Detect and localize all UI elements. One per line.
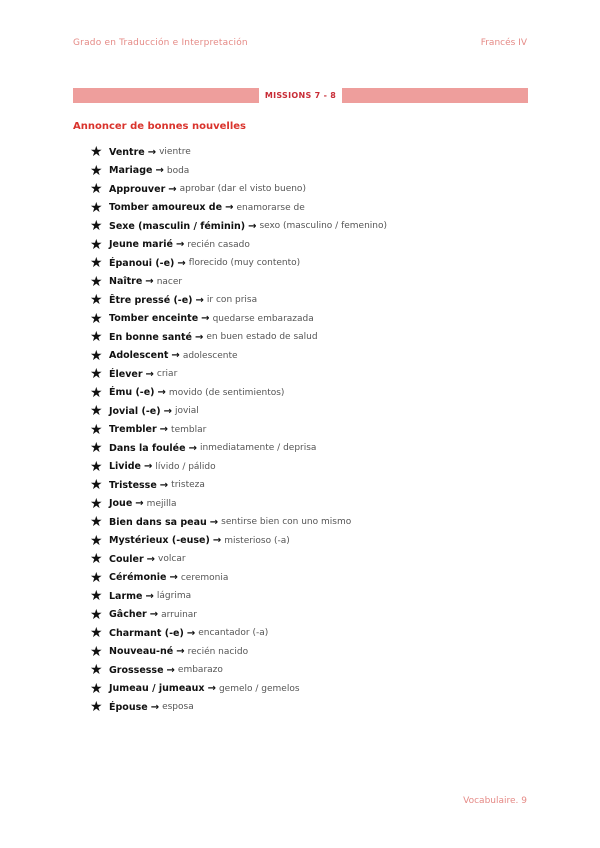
vocab-translation: gemelo / gemelos bbox=[218, 683, 300, 694]
star-icon: ★ bbox=[90, 606, 103, 623]
vocab-term: Tomber amoureux de bbox=[109, 202, 223, 214]
vocab-item bbox=[90, 532, 530, 551]
vocab-item bbox=[90, 236, 530, 255]
star-icon: ★ bbox=[90, 569, 103, 586]
arrow-right-icon: → bbox=[201, 313, 210, 325]
vocab-translation: recién nacido bbox=[187, 646, 249, 657]
star-icon: ★ bbox=[90, 514, 103, 531]
star-icon: ★ bbox=[90, 680, 103, 697]
vocab-item bbox=[90, 217, 530, 236]
star-icon: ★ bbox=[90, 588, 103, 605]
star-icon: ★ bbox=[90, 403, 103, 420]
vocab-item bbox=[90, 513, 530, 532]
vocab-translation: florecido (muy contento) bbox=[188, 258, 301, 269]
section-title: Annoncer de bonnes nouvelles bbox=[73, 121, 246, 132]
vocab-term: Dans la foulée bbox=[109, 442, 186, 454]
arrow-right-icon: → bbox=[144, 461, 153, 473]
vocab-term: Gâcher bbox=[109, 609, 147, 621]
vocab-item bbox=[90, 310, 530, 329]
arrow-right-icon: → bbox=[135, 498, 144, 510]
vocab-translation: adolescente bbox=[182, 350, 238, 361]
star-icon: ★ bbox=[90, 440, 103, 457]
section-banner bbox=[73, 88, 528, 103]
vocab-translation: esposa bbox=[162, 702, 194, 713]
vocab-item bbox=[90, 550, 530, 569]
vocab-translation: volcar bbox=[158, 554, 186, 565]
vocab-term: Grossesse bbox=[109, 664, 164, 676]
vocab-term: Ému (-e) bbox=[109, 387, 155, 399]
star-icon: ★ bbox=[90, 310, 103, 327]
vocab-term: Être pressé (-e) bbox=[109, 294, 193, 306]
vocab-translation: ir con prisa bbox=[206, 295, 258, 306]
star-icon: ★ bbox=[90, 329, 103, 346]
vocab-term: Couler bbox=[109, 553, 144, 565]
arrow-right-icon: → bbox=[207, 683, 216, 695]
star-icon: ★ bbox=[90, 144, 103, 161]
vocab-translation: en buen estado de salud bbox=[206, 332, 318, 343]
vocab-item bbox=[90, 143, 530, 162]
arrow-right-icon: → bbox=[169, 572, 178, 584]
vocab-item bbox=[90, 328, 530, 347]
star-icon: ★ bbox=[90, 384, 103, 401]
star-icon: ★ bbox=[90, 255, 103, 272]
vocab-item bbox=[90, 347, 530, 366]
star-icon: ★ bbox=[90, 643, 103, 660]
arrow-right-icon: → bbox=[195, 294, 204, 306]
arrow-right-icon: → bbox=[175, 239, 185, 251]
star-icon: ★ bbox=[90, 218, 103, 235]
vocab-term: Épanoui (-e) bbox=[109, 257, 175, 269]
vocab-translation: jovial bbox=[174, 406, 199, 417]
arrow-right-icon: → bbox=[212, 535, 222, 547]
vocab-translation: quedarse embarazada bbox=[212, 313, 314, 324]
vocab-item bbox=[90, 421, 530, 440]
star-icon: ★ bbox=[90, 699, 103, 716]
vocab-term: Tristesse bbox=[109, 479, 157, 491]
vocab-term: Trembler bbox=[109, 424, 157, 436]
vocab-translation: misterioso (-a) bbox=[224, 535, 290, 546]
vocab-item bbox=[90, 291, 530, 310]
star-icon: ★ bbox=[90, 236, 103, 253]
vocab-term: Sexe (masculin / féminin) bbox=[109, 220, 246, 232]
arrow-right-icon: → bbox=[145, 276, 154, 288]
vocab-translation: sentirse bien con uno mismo bbox=[221, 517, 352, 528]
vocab-item bbox=[90, 661, 530, 680]
vocab-item bbox=[90, 273, 530, 292]
vocab-translation: nacer bbox=[156, 276, 183, 287]
vocab-translation: sexo (masculino / femenino) bbox=[259, 221, 388, 232]
vocab-term: Jumeau / jumeaux bbox=[109, 683, 205, 695]
vocab-translation: arruinar bbox=[161, 609, 198, 620]
vocab-translation: lívido / pálido bbox=[155, 461, 216, 472]
vocab-term: Nouveau-né bbox=[109, 646, 174, 658]
vocab-term: Charmant (-e) bbox=[109, 627, 184, 639]
vocab-term: Naître bbox=[109, 276, 143, 288]
arrow-right-icon: → bbox=[186, 627, 196, 639]
vocab-item bbox=[90, 569, 530, 588]
arrow-right-icon: → bbox=[166, 664, 175, 676]
arrow-right-icon: → bbox=[149, 609, 159, 621]
star-icon: ★ bbox=[90, 477, 103, 494]
vocab-term: Mystérieux (-euse) bbox=[109, 535, 210, 547]
vocab-term: Livide bbox=[109, 461, 142, 473]
vocab-item bbox=[90, 402, 530, 421]
document-header-subject: Francés IV bbox=[480, 38, 527, 48]
vocab-item bbox=[90, 199, 530, 218]
star-icon: ★ bbox=[90, 662, 103, 679]
arrow-right-icon: → bbox=[176, 646, 185, 658]
arrow-right-icon: → bbox=[177, 257, 186, 269]
vocab-item bbox=[90, 606, 530, 625]
arrow-right-icon: → bbox=[155, 165, 164, 177]
document-header-course: Grado en Traducción e Interpretación bbox=[73, 38, 248, 48]
vocab-item bbox=[90, 180, 530, 199]
arrow-right-icon: → bbox=[146, 553, 156, 565]
banner-title bbox=[73, 88, 528, 103]
star-icon: ★ bbox=[90, 458, 103, 475]
vocab-term: Joue bbox=[109, 498, 133, 510]
vocab-translation: enamorarse de bbox=[236, 202, 305, 213]
page-footer: Vocabulaire. 9 bbox=[463, 796, 527, 806]
vocab-term: Adolescent bbox=[109, 350, 169, 362]
star-icon: ★ bbox=[90, 199, 103, 216]
vocab-term: Tomber enceinte bbox=[109, 313, 199, 325]
arrow-right-icon: → bbox=[248, 220, 257, 232]
vocab-item bbox=[90, 439, 530, 458]
vocab-translation: ceremonia bbox=[180, 572, 229, 583]
arrow-right-icon: → bbox=[194, 331, 204, 343]
vocab-translation: lágrima bbox=[156, 591, 192, 602]
arrow-right-icon: → bbox=[209, 516, 219, 528]
vocab-term: Élever bbox=[109, 368, 143, 380]
vocab-term: Larme bbox=[109, 590, 143, 602]
vocab-item bbox=[90, 476, 530, 495]
star-icon: ★ bbox=[90, 366, 103, 383]
vocab-term: Mariage bbox=[109, 165, 153, 177]
star-icon: ★ bbox=[90, 181, 103, 198]
vocab-translation: criar bbox=[156, 369, 178, 380]
vocab-term: Bien dans sa peau bbox=[109, 516, 207, 528]
vocab-translation: inmediatamente / deprisa bbox=[199, 443, 317, 454]
vocab-term: Épouse bbox=[109, 701, 148, 713]
star-icon: ★ bbox=[90, 347, 103, 364]
vocab-term: Jovial (-e) bbox=[109, 405, 161, 417]
arrow-right-icon: → bbox=[145, 590, 154, 602]
arrow-right-icon: → bbox=[145, 368, 154, 380]
vocab-item bbox=[90, 587, 530, 606]
vocab-translation: encantador (-a) bbox=[198, 628, 269, 639]
vocab-item bbox=[90, 698, 530, 717]
vocab-translation: mejilla bbox=[146, 498, 177, 509]
vocab-item bbox=[90, 643, 530, 662]
star-icon: ★ bbox=[90, 625, 103, 642]
vocab-translation: tristeza bbox=[171, 480, 205, 491]
vocab-item bbox=[90, 254, 530, 273]
vocab-item bbox=[90, 495, 530, 514]
vocab-term: Ventre bbox=[109, 146, 145, 158]
vocab-translation: embarazo bbox=[177, 665, 223, 676]
arrow-right-icon: → bbox=[225, 202, 234, 214]
arrow-right-icon: → bbox=[168, 183, 177, 195]
vocab-term: En bonne santé bbox=[109, 331, 192, 343]
arrow-right-icon: → bbox=[171, 350, 180, 362]
star-icon: ★ bbox=[90, 532, 103, 549]
vocab-term: Approuver bbox=[109, 183, 166, 195]
vocab-translation: vientre bbox=[159, 147, 191, 158]
vocab-item bbox=[90, 162, 530, 181]
vocab-item bbox=[90, 384, 530, 403]
vocabulary-list bbox=[90, 143, 530, 717]
arrow-right-icon: → bbox=[147, 146, 157, 158]
vocab-translation: aprobar (dar el visto bueno) bbox=[179, 184, 306, 195]
arrow-right-icon: → bbox=[188, 442, 197, 454]
star-icon: ★ bbox=[90, 292, 103, 309]
star-icon: ★ bbox=[90, 551, 103, 568]
arrow-right-icon: → bbox=[150, 701, 160, 713]
vocab-item bbox=[90, 624, 530, 643]
arrow-right-icon: → bbox=[157, 387, 166, 399]
arrow-right-icon: → bbox=[163, 405, 172, 417]
star-icon: ★ bbox=[90, 162, 103, 179]
vocab-translation: movido (de sentimientos) bbox=[168, 387, 285, 398]
vocab-translation: boda bbox=[166, 165, 190, 176]
arrow-right-icon: → bbox=[159, 424, 169, 436]
vocab-item bbox=[90, 680, 530, 699]
arrow-right-icon: → bbox=[159, 479, 169, 491]
vocab-item bbox=[90, 458, 530, 477]
vocab-term: Cérémonie bbox=[109, 572, 167, 584]
vocab-translation: temblar bbox=[171, 424, 207, 435]
star-icon: ★ bbox=[90, 273, 103, 290]
vocab-translation: recién casado bbox=[187, 239, 250, 250]
star-icon: ★ bbox=[90, 421, 103, 438]
vocab-item bbox=[90, 365, 530, 384]
banner-title-text: MISSIONS 7 - 8 bbox=[259, 88, 342, 103]
star-icon: ★ bbox=[90, 495, 103, 512]
vocab-term: Jeune marié bbox=[109, 239, 173, 251]
